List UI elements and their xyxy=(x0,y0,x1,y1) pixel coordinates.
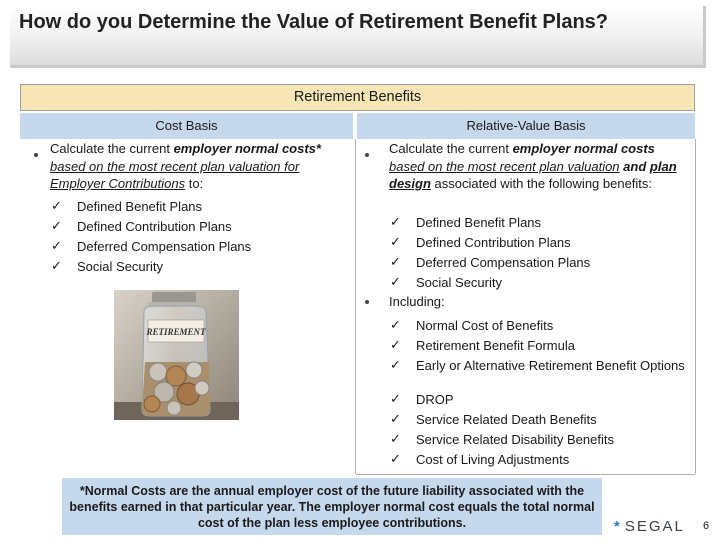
check-icon: ✓ xyxy=(390,338,401,353)
check-icon: ✓ xyxy=(390,318,401,333)
asterisk-icon: * xyxy=(614,518,622,535)
intro-and: and xyxy=(623,158,647,174)
list-item xyxy=(390,253,690,273)
intro-prefix: Calculate the current xyxy=(389,141,513,156)
list-item-label: Early or Alternative Retirement Benefit Options xyxy=(416,358,685,373)
list-item xyxy=(390,233,690,253)
check-icon: ✓ xyxy=(51,259,62,274)
bullet-dot xyxy=(365,300,369,304)
check-icon: ✓ xyxy=(390,432,401,447)
cost-basis-heading: Cost Basis xyxy=(20,113,353,139)
panel-right-border xyxy=(695,139,696,474)
list-item xyxy=(390,390,690,410)
check-icon: ✓ xyxy=(390,358,401,373)
check-icon: ✓ xyxy=(390,392,401,407)
list-item-label: Defined Benefit Plans xyxy=(77,199,203,214)
normal-costs-footnote: *Normal Costs are the annual employer cost of the future liability associated with the benefits earned in that particular year. The employer normal cost equals the total normal cost of the plan less employee contributions. xyxy=(62,478,602,535)
check-icon: ✓ xyxy=(390,235,401,250)
intro-suffix: to: xyxy=(185,176,204,191)
list-item xyxy=(390,316,690,336)
column-divider xyxy=(355,139,356,474)
list-item xyxy=(390,430,690,450)
intro-bold: employer normal costs* xyxy=(173,141,321,156)
list-item xyxy=(390,410,690,430)
segal-logo xyxy=(614,517,694,537)
relative-value-plan-list xyxy=(390,213,690,293)
list-item-label: Social Security xyxy=(77,259,163,274)
retirement-benefits-header: Retirement Benefits xyxy=(20,84,695,111)
list-item-label: DROP xyxy=(416,392,454,407)
jar-illustration xyxy=(114,290,239,420)
logo-text: SEGAL xyxy=(624,518,685,535)
list-item-label: Deferred Compensation Plans xyxy=(416,255,591,270)
list-item-label: Cost of Living Adjustments xyxy=(416,452,570,467)
relative-value-basis-heading: Relative-Value Basis xyxy=(357,113,695,139)
intro-underlined: based on the most recent plan valuation xyxy=(389,158,620,174)
retirement-jar-photo xyxy=(114,290,239,420)
list-item xyxy=(51,257,341,277)
intro-bold: employer normal costs xyxy=(512,141,655,156)
list-item-label: Service Related Death Benefits xyxy=(416,412,597,427)
relative-value-intro xyxy=(389,140,689,193)
including-list xyxy=(390,316,690,470)
check-icon: ✓ xyxy=(390,275,401,290)
check-icon: ✓ xyxy=(390,215,401,230)
bullet-dot xyxy=(34,153,38,157)
check-icon: ✓ xyxy=(390,255,401,270)
list-item-label: Defined Contribution Plans xyxy=(77,219,232,234)
list-item xyxy=(51,237,341,257)
jar-label-text: RETIREMENT xyxy=(146,327,206,337)
list-item xyxy=(390,356,690,390)
bullet-dot xyxy=(365,153,369,157)
list-item xyxy=(390,213,690,233)
check-icon: ✓ xyxy=(51,199,62,214)
intro-prefix: Calculate the current xyxy=(50,141,174,156)
list-item xyxy=(51,217,341,237)
list-item-label: Deferred Compensation Plans xyxy=(77,239,252,254)
list-item-label: Service Related Disability Benefits xyxy=(416,432,614,447)
slide-title: How do you Determine the Value of Retirement Benefit Plans? xyxy=(19,11,608,33)
check-icon: ✓ xyxy=(51,219,62,234)
including-label: Including: xyxy=(389,294,445,309)
intro-suffix: associated with the following benefits: xyxy=(430,176,653,191)
cost-basis-intro xyxy=(50,140,350,193)
intro-underlined: based on the most recent plan valuation for Employer Contributions xyxy=(50,158,300,191)
title-bar xyxy=(10,6,706,68)
list-item xyxy=(390,273,690,293)
check-icon: ✓ xyxy=(390,452,401,467)
check-icon: ✓ xyxy=(390,412,401,427)
intro-bold-underlined: plan design xyxy=(389,158,677,191)
panel-bottom-border xyxy=(356,474,695,475)
cost-basis-plan-list xyxy=(51,197,341,277)
check-icon: ✓ xyxy=(51,239,62,254)
list-item-label: Social Security xyxy=(416,275,502,290)
list-item xyxy=(390,336,690,356)
list-item xyxy=(390,450,690,470)
page-number: 6 xyxy=(703,520,710,532)
list-item-label: Retirement Benefit Formula xyxy=(416,338,575,353)
list-item-label: Defined Benefit Plans xyxy=(416,215,542,230)
list-item xyxy=(51,197,341,217)
list-item-label: Normal Cost of Benefits xyxy=(416,318,554,333)
list-item-label: Defined Contribution Plans xyxy=(416,235,571,250)
